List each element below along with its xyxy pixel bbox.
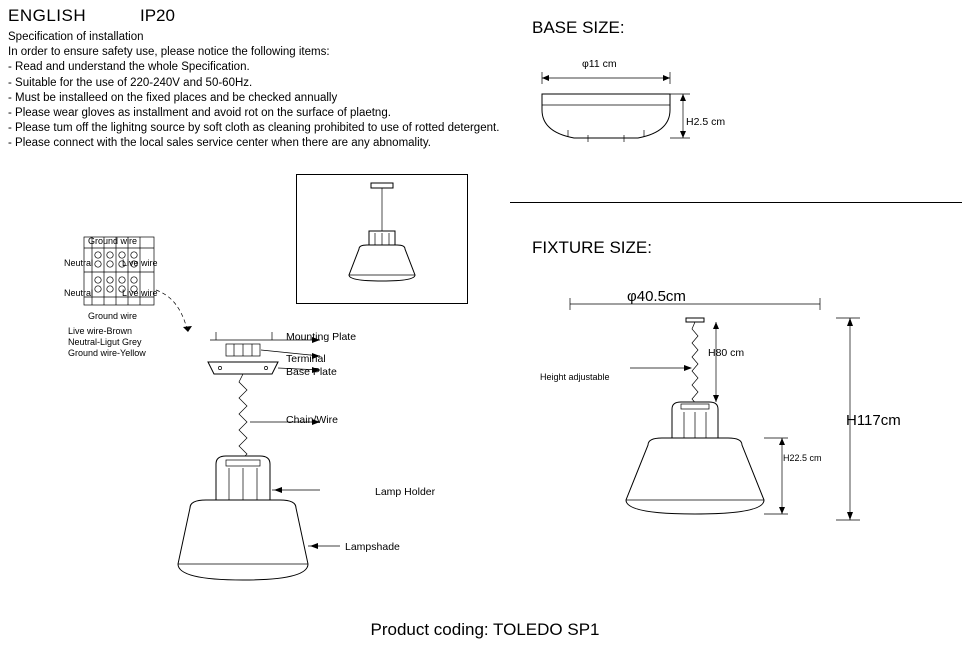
spec-item: - Must be installeed on the fixed places and be checked annually <box>8 91 338 104</box>
total-height-label: H117cm <box>846 412 901 429</box>
cable-height-label: H80 cm <box>708 347 745 359</box>
ground-wire-bottom-label: Ground wire <box>88 311 138 321</box>
fixture-diameter-label: φ40.5cm <box>627 288 686 305</box>
base-diameter-label: φ11 cm <box>582 58 617 70</box>
legend-item: Live wire-Brown <box>68 326 133 336</box>
product-coding-label: Product coding: TOLEDO SP1 <box>370 620 600 639</box>
spec-item: - Please connect with the local sales service center when there are any abnomality. <box>8 137 431 150</box>
callout-terminal: Terminal <box>286 353 326 365</box>
callout-mounting-plate: Mounting Plate <box>286 331 357 343</box>
spec-item: - Read and understand the whole Specification. <box>8 61 250 74</box>
base-size-title: BASE SIZE: <box>532 18 625 37</box>
live-wire-label-1: Live wire <box>122 258 158 268</box>
callout-lampshade: Lampshade <box>345 541 400 553</box>
callout-lamp-holder: Lamp Holder <box>375 486 436 498</box>
specification-block <box>8 30 528 152</box>
ground-wire-top-label: Ground wire <box>88 236 138 246</box>
base-size-drawing <box>528 58 728 168</box>
legend-item: Ground wire-Yellow <box>68 348 146 358</box>
ip-rating-label: IP20 <box>140 6 175 25</box>
spec-title: Specification of installation <box>8 31 144 43</box>
callout-chain-wire: Chain/Wire <box>286 414 338 426</box>
fixture-size-title: FIXTURE SIZE: <box>532 238 652 257</box>
height-adjustable-label: Height adjustable <box>540 372 610 382</box>
spec-item: - Please wear gloves as installment and avoid rot on the surface of plaetng. <box>8 107 391 120</box>
shade-height-label: H22.5 cm <box>783 453 822 463</box>
live-wire-label-2: Live wire <box>122 288 158 298</box>
spec-intro: In order to ensure safety use, please notice the following items: <box>8 46 330 59</box>
neutral-label-2: Neutral <box>64 288 94 298</box>
legend-item: Neutral-Ligut Grey <box>68 337 142 347</box>
spec-item: - Suitable for the use of 220-240V and 50-60Hz. <box>8 76 253 89</box>
product-preview-box <box>296 174 468 304</box>
base-height-label: H2.5 cm <box>686 116 726 128</box>
spec-item: - Please tum off the lighitng source by soft cloth as cleaning prohibited to use of rotted detergent. <box>8 122 500 135</box>
callout-base-plate: Base Plate <box>286 366 337 378</box>
language-label: ENGLISH <box>8 6 87 25</box>
section-divider <box>510 202 962 203</box>
neutral-label-1: Neutral <box>64 258 94 268</box>
